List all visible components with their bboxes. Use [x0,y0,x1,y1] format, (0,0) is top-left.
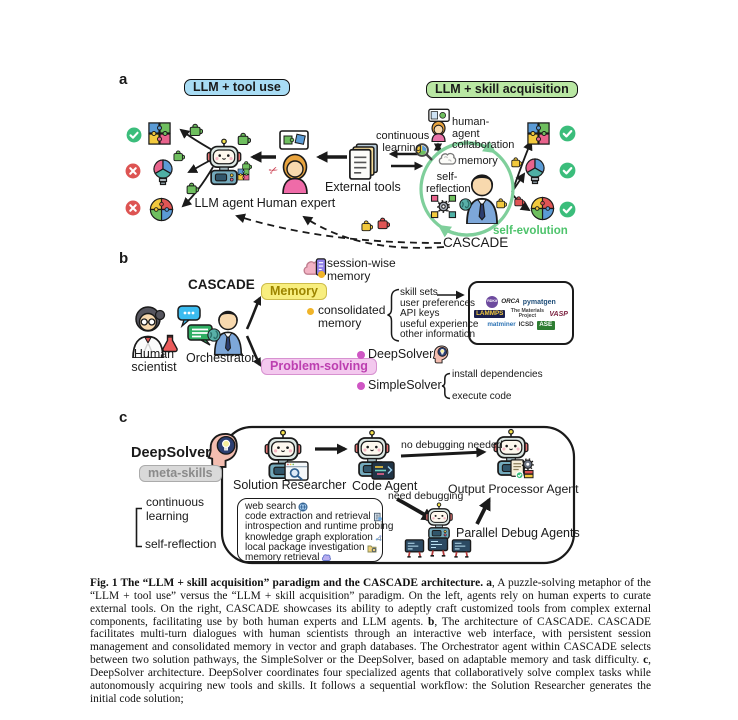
puzzle-round-icon [148,196,175,223]
output-tools-icon [509,458,536,481]
output-processor-label: Output Processor Agent [448,482,579,496]
external-tools-label: External tools [325,180,401,194]
puzzle-round-icon [529,195,556,222]
meta-skill-item: continuous learning [146,495,205,523]
deepsolver-label: DeepSolver [368,347,434,361]
bullet-icon [318,271,325,278]
puzzle-square-icon [526,121,551,146]
memory-label: memory [458,155,498,167]
puzzle-piece-icon [513,195,525,207]
consolidated-items-list [400,288,478,341]
human-scientist-label: Human scientist [131,347,177,375]
puzzle-piece-icon [376,216,390,230]
cascade-title: CASCADE [188,277,255,292]
caption-a-text: , A puzzle-solving metaphor of the “LLM + tool use” versus the “LLM + skill acquisition” paradigm. On the left, agents rely on human experts to curate external tools. On the right, CASCADE showcases its ability to adeptly craft customized tools from complex external components, facilitating use by both human experts and LLM agents. [90,577,651,628]
skill-label: code extraction and retrieval [245,511,371,523]
figure-caption [90,577,651,720]
vasp-logo: VASP [549,310,568,318]
bullet-icon [357,382,365,390]
solution-researcher-label: Solution Researcher [233,478,347,492]
puzzle-piece-icon [495,197,507,209]
skill-label: memory retrieval [245,552,320,564]
consolidated-memory-label: consolidated memory [318,303,386,330]
simplesolver-label: SimpleSolver [368,378,442,392]
meta-skill-item: self-reflection [145,537,217,551]
no-debugging-label: no debugging needed [401,439,503,451]
parallel-debug-label: Parallel Debug Agents [456,526,580,540]
globe-icon [459,198,472,211]
check-icon [559,201,576,218]
bullet-icon [307,308,314,315]
memory-branch-box: Memory [261,283,327,300]
list-item: useful experience [400,318,479,330]
tool-logos-box [468,281,574,345]
memory-brain-icon [437,150,457,167]
need-debugging-label: need debugging [388,490,464,502]
puzzle-piece-icon [172,149,185,162]
human-expert-icon [277,146,313,194]
puzzle-piece-icon [185,181,199,195]
check-icon [126,127,142,143]
monitor-icon [404,538,425,558]
human-agent-collab-label: human-agent collaboration [452,116,515,152]
materials-project-logo: The Materials Project [510,308,544,320]
orchestrator-label: Orchestrator [186,351,256,365]
panel-a-label: a [119,71,128,88]
pymatgen-logo: pymatgen [522,298,556,306]
caption-b-label: b [428,615,435,628]
list-item: install dependencies [452,369,543,380]
panel-b-label: b [119,250,129,267]
caption-c-text: , DeepSolver architecture. DeepSolver coordinates four specialized agents that collaboratively solve complex tasks while autonomously acquiring new tools and skills. It follows a sequential workflow: the Solution Researcher generates the initial code solution; [90,654,651,705]
skill-label: local package investigation [245,541,365,553]
human-agent-collab-icon [427,108,451,142]
deepsolver-title: DeepSolver [131,445,211,461]
researcher-skills-box [237,498,394,564]
skill-label: web search [245,501,297,512]
monitor-icon [427,536,449,557]
session-wise-memory-label: session-wise memory [327,256,396,283]
robot-icon [424,502,454,540]
skill-acquisition-badge: LLM + skill acquisition [426,81,578,98]
puzzle-square-icon [147,121,172,146]
cross-icon [125,200,141,216]
lammps-logo: LAMMPS [476,310,504,318]
meta-skills-badge: meta-skills [139,465,222,482]
globe-icon [207,328,221,342]
continuous-learning-label: continuous learning [376,130,430,154]
head-lightbulb-icon [432,345,450,364]
cascade-label: CASCADE [443,235,509,250]
memory-retrieval-icon [321,553,331,563]
llm-agent-label: LLM agent [194,196,254,210]
problem-solving-branch-box: Problem-solving [261,358,377,375]
caption-b-text: , The architecture of CASCADE. CASCADE facilitates multi-turn dialogues with human scientists through an interactive web interface, with persistent session management and consolidated memory in vector and graph databases. The Orchestrator agent within CASCADE selects between two solution pathways, the SimpleSolver or the DeepSolver, based on adaptable memory and task difficulty. [90,615,651,667]
check-icon [559,125,576,142]
list-item: other information [400,329,476,341]
head-lightbulb-icon [206,432,241,469]
list-item: user preferences [400,297,476,309]
skill-item [245,553,382,563]
puzzle-piece-icon [510,156,522,168]
scissors-icon: ✂ [266,162,281,179]
puzzle-lightbulb-icon [523,156,547,186]
skill-label: introspection and runtime probing [245,521,394,533]
check-icon [559,162,576,179]
code-window-icon [371,461,395,481]
puzzle-piece-icon [188,122,203,137]
icsd-logo: ICSD [518,321,534,329]
list-item: API keys [400,308,440,320]
tool-use-badge: LLM + tool use [184,79,290,96]
panel-c-label: c [119,409,128,426]
self-reflection-label: self-reflection [426,171,471,195]
matminer-logo: matminer [487,321,516,329]
monitor-icon [451,538,472,558]
list-item: execute code [452,391,512,402]
caption-fig-title: Fig. 1 The “LLM + skill acquisition” paradigm and the CASCADE architecture. [90,577,487,589]
rdkit-logo: RDKit [486,296,498,308]
caption-a-label: a [486,577,492,589]
orca-logo: ORCA [501,297,520,305]
list-item: skill sets [400,287,438,298]
caption-c-label: c [643,654,649,667]
code-agent-label: Code Agent [352,479,418,493]
puzzle-square-icon [237,168,250,181]
bullet-icon [357,351,365,359]
package-search-icon [367,543,377,553]
knowledge-graph-icon [375,533,382,543]
skill-label: knowledge graph exploration [245,531,373,543]
cross-icon [125,163,141,179]
self-evolution-label: self-evolution [493,225,568,237]
ase-logo: ASE [537,321,555,330]
self-reflection-gear-icon [430,194,457,219]
human-expert-label: Human expert [256,196,336,210]
puzzle-piece-icon [360,219,373,232]
